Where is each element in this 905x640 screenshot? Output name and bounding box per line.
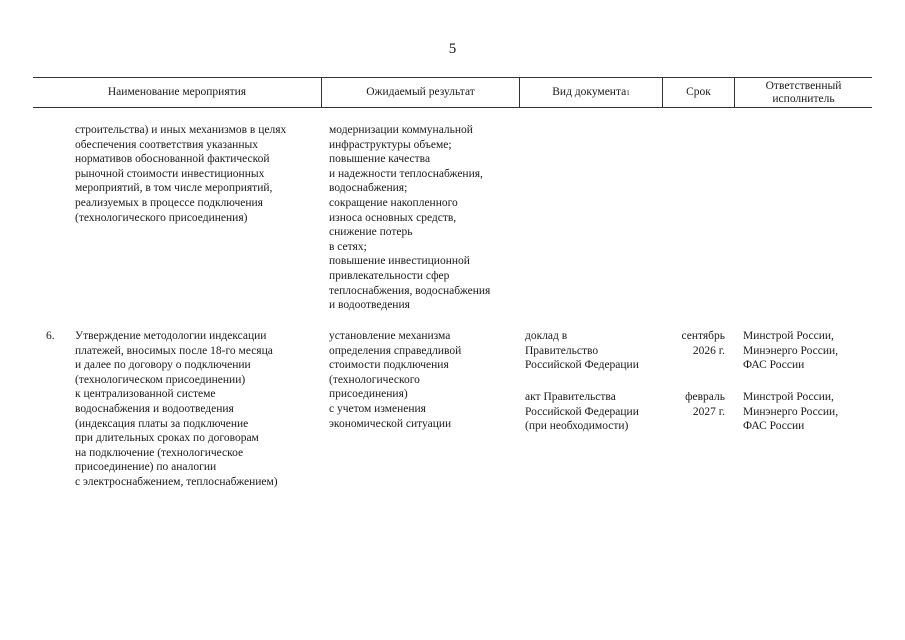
row-6-doc-1: доклад в Правительство Российской Федерации <box>525 330 639 372</box>
header-doc-type-label: Вид документа <box>552 86 627 98</box>
row-6-number: 6. <box>46 330 55 342</box>
row-6-term-2: февраль 2027 г. <box>685 391 725 418</box>
header-name: Наименование мероприятия <box>33 78 322 107</box>
header-result: Ожидаемый результат <box>322 78 520 107</box>
row-6-name-cell: Утверждение методологии индексации платежей, вносимых после 18-го месяца и далее по договору о подключении (технологическом присоединении) к централизованной системе водоснабжения и водоотведения (индексация платы за подключение при длительных сроках по договорам на подключение (технологическое присоединение) по аналогии с электроснабжением, теплоснабжением) <box>75 330 278 488</box>
table-header <box>33 77 872 108</box>
header-term: Срок <box>663 78 735 107</box>
row-6-executor-1: Минстрой России, Минэнерго России, ФАС России <box>743 330 839 372</box>
continued-name-cell: строительства) и иных механизмов в целях обеспечения соответствия указанных нормативов обоснованной фактической рыночной стоимости инвестиционных мероприятий, в том числе мероприятий, реализуемых в процессе подключения (технологического присоединения) <box>75 124 287 224</box>
row-6-doc-2: акт Правительства Российской Федерации (при необходимости) <box>525 391 639 433</box>
row-6-executor-2: Минстрой России, Минэнерго России, ФАС России <box>743 391 839 433</box>
header-doc-type: Вид документа 1 <box>520 78 663 107</box>
row-6-term-1: сентябрь 2026 г. <box>681 330 725 357</box>
page-number: 5 <box>448 41 457 57</box>
row-6-result-cell: установление механизма определения справедливой стоимости подключения (технологического присоединения) с учетом изменения экономической ситуации <box>329 330 462 430</box>
continued-result-cell: модернизации коммунальной инфраструктуры объеме; повышение качества и надежности теплоснабжения, водоснабжения; сокращение накопленного износа основных средств, снижение потерь в сетях; повышение инвестиционной привлекательности сфер теплоснабжения, водоснабжения и водоотведения <box>329 124 491 312</box>
header-executor: Ответственный исполнитель <box>765 79 842 105</box>
